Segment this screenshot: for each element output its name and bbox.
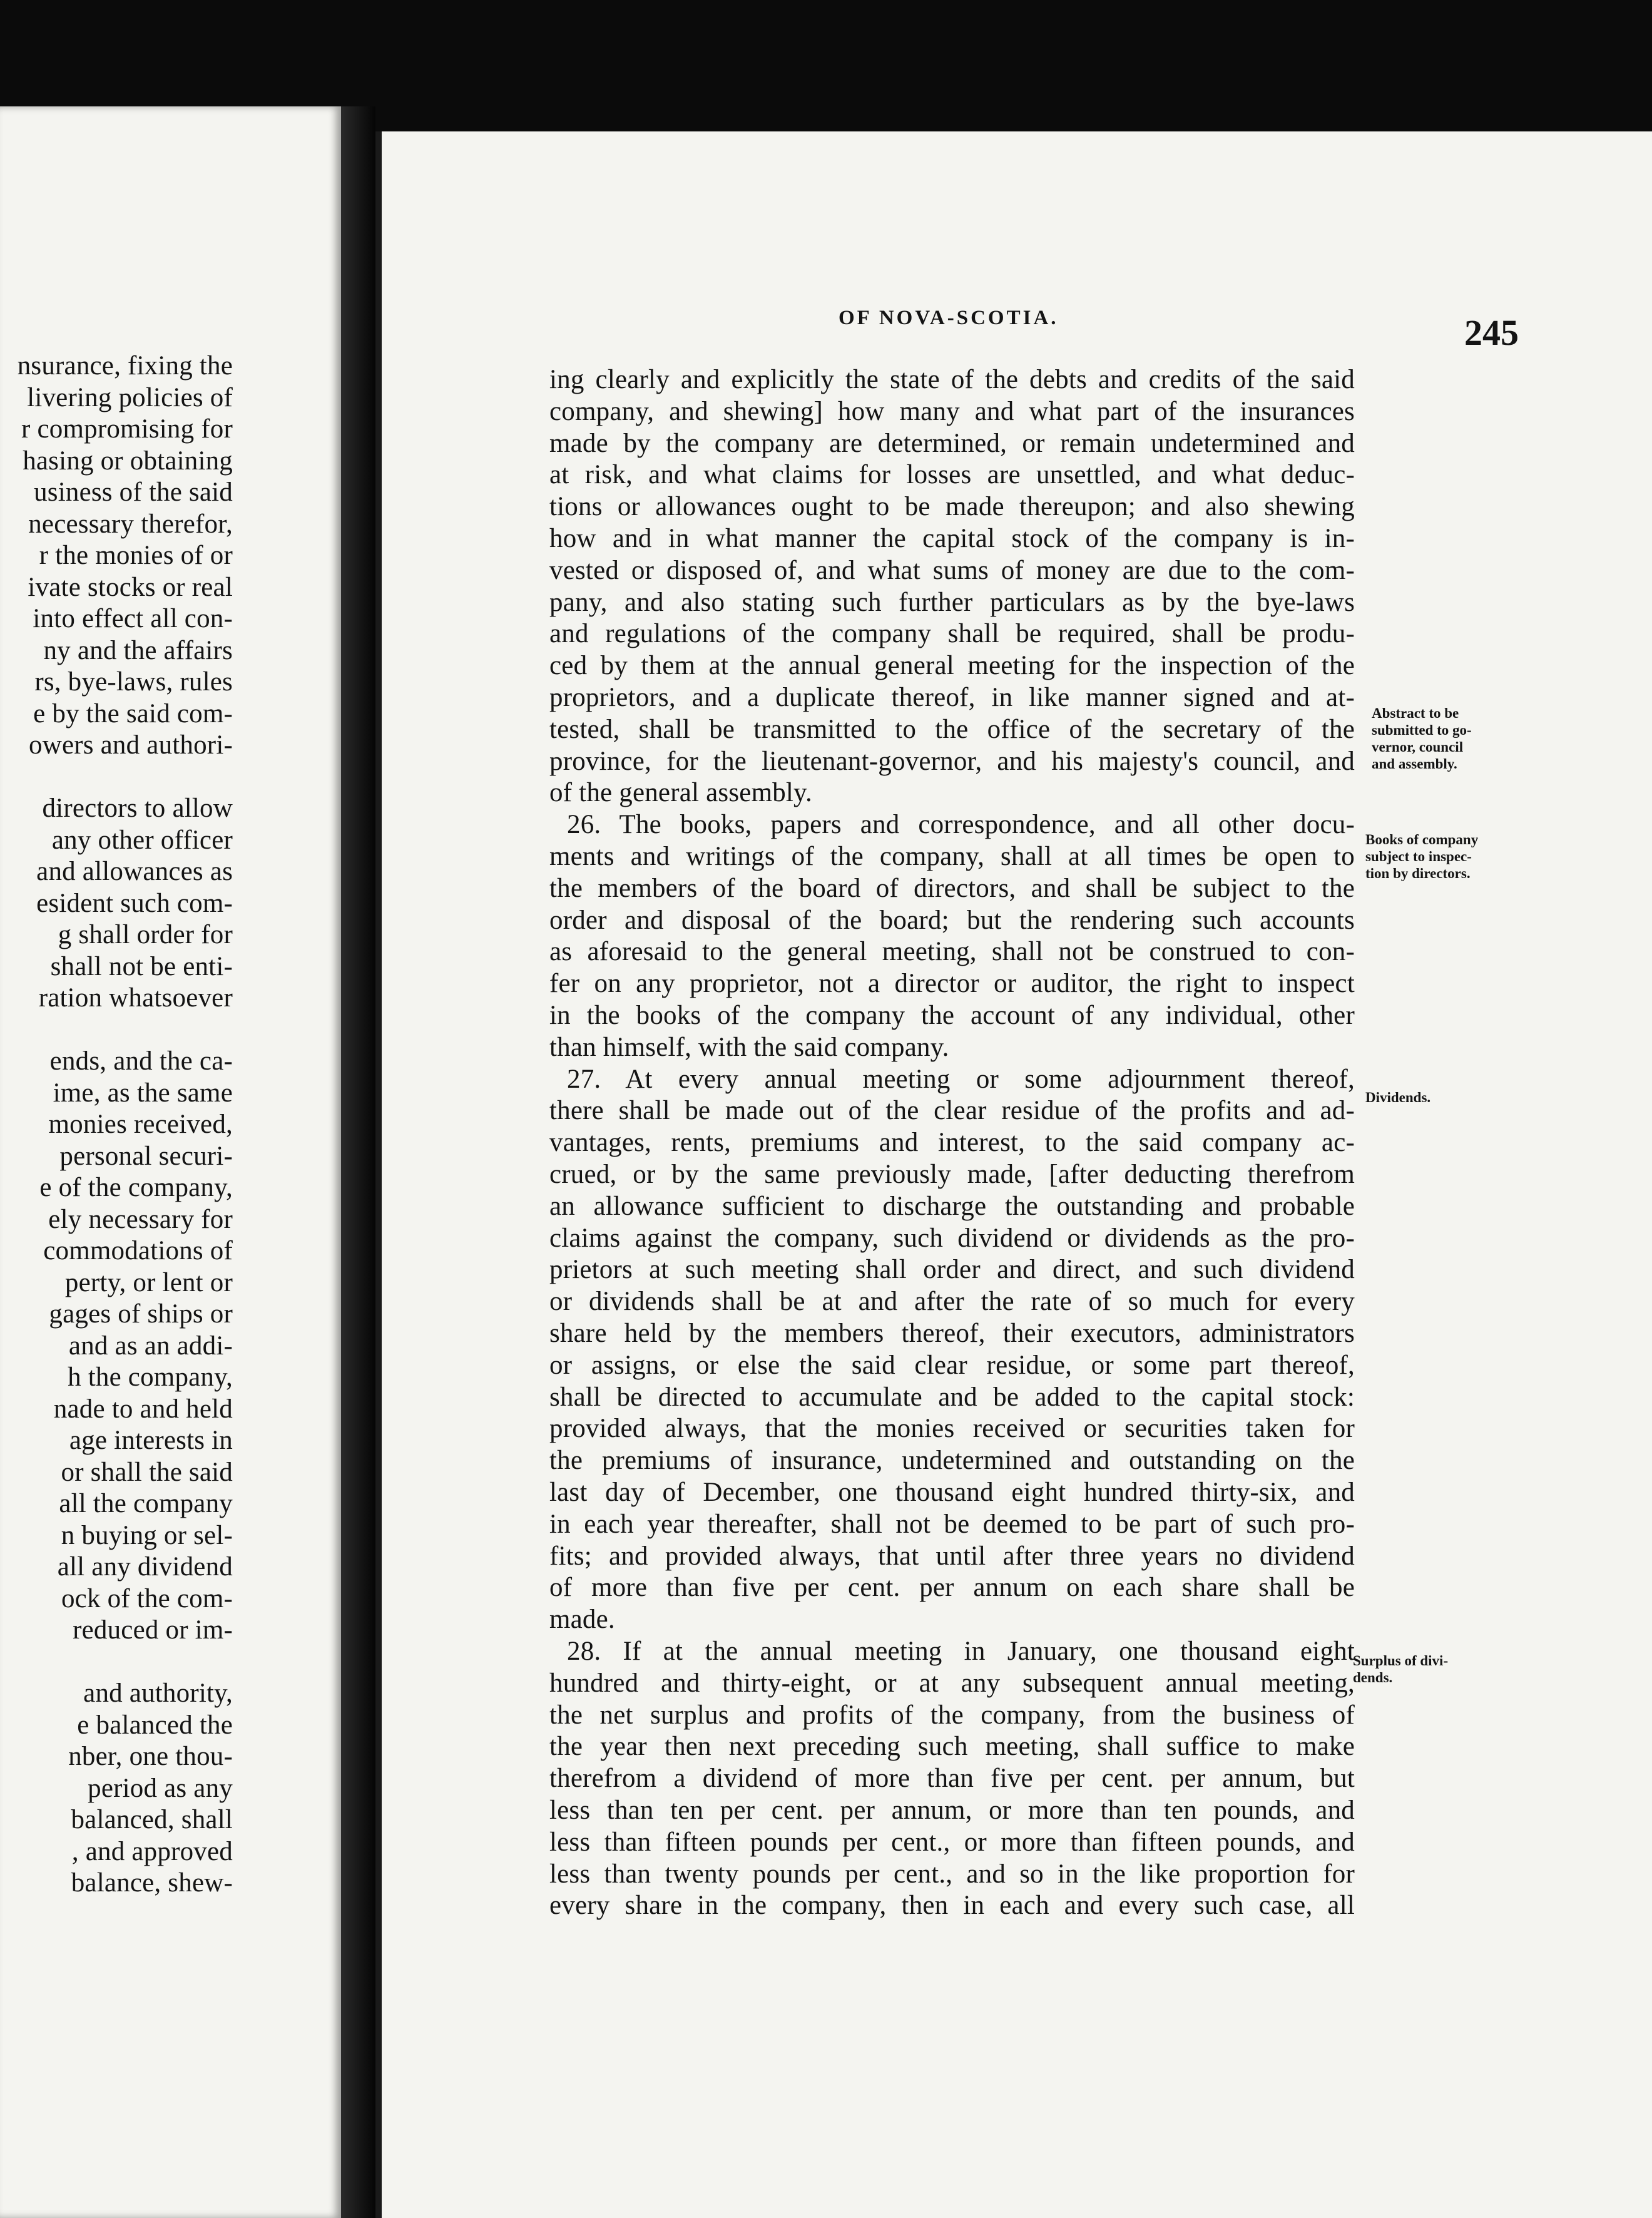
body-line: hundred and thirty-eight, or at any subsequent annual meeting, xyxy=(549,1668,1355,1698)
body-line: or dividends shall be at and after the rate of so much for every xyxy=(549,1287,1355,1317)
left-page-line: e by the said com- xyxy=(33,698,233,728)
left-page-line: ime, as the same xyxy=(53,1078,233,1108)
body-line: the members of the board of directors, and shall be subject to the xyxy=(549,873,1355,903)
left-page-line: any other officer xyxy=(51,825,233,855)
left-page-line: monies received, xyxy=(48,1110,233,1139)
body-line: in the books of the company the account of any individual, other xyxy=(549,1001,1355,1030)
left-page-line: gages of ships or xyxy=(49,1299,233,1329)
left-page-line: reduced or im- xyxy=(73,1615,233,1645)
left-page-line: into effect all con- xyxy=(33,604,233,633)
body-line: therefrom a dividend of more than five per cent. per annum, but xyxy=(549,1764,1355,1794)
margin-note-line: vernor, council xyxy=(1372,739,1464,755)
margin-note-line: dends. xyxy=(1353,1670,1393,1685)
body-line: company, and shewing] how many and what part of the insurances xyxy=(549,396,1355,426)
body-line: and regulations of the company shall be required, shall be produ- xyxy=(549,619,1355,649)
left-page-line: usiness of the said xyxy=(34,478,233,507)
left-page-line: perty, or lent or xyxy=(64,1267,233,1297)
left-page-line: rs, bye-laws, rules xyxy=(34,667,233,697)
body-line: claims against the company, such dividend or dividends as the pro- xyxy=(549,1223,1355,1253)
body-line: every share in the company, then in each and every such case, all xyxy=(549,1891,1355,1921)
body-line: made. xyxy=(549,1605,615,1635)
body-line: provided always, that the monies received or securities taken for xyxy=(549,1414,1355,1444)
body-line: how and in what manner the capital stock of the company is in- xyxy=(549,524,1355,553)
body-line: last day of December, one thousand eight hundred thirty-six, and xyxy=(549,1478,1355,1507)
left-page-line: or shall the said xyxy=(61,1457,233,1487)
margin-note-line: Books of company xyxy=(1365,832,1479,847)
left-page-line: livering policies of xyxy=(27,382,233,412)
body-line: there shall be made out of the clear residue of the profits and ad- xyxy=(549,1096,1355,1126)
left-page-line: ely necessary for xyxy=(48,1204,233,1234)
body-line: vested or disposed of, and what sums of money are due to the com- xyxy=(549,555,1355,585)
margin-note-line: Surplus of divi- xyxy=(1353,1653,1449,1669)
left-page-line: period as any xyxy=(88,1773,233,1803)
left-page-line: e of the company, xyxy=(39,1173,233,1202)
left-page-line: and allowances as xyxy=(36,857,233,886)
left-page-line: nber, one thou- xyxy=(68,1742,233,1771)
body-line: at risk, and what claims for losses are unsettled, and what deduc- xyxy=(549,460,1355,490)
body-line: the premiums of insurance, undetermined and outstanding on the xyxy=(549,1446,1355,1476)
body-line: less than fifteen pounds per cent., or more than fifteen pounds, and xyxy=(549,1827,1355,1857)
body-line: fits; and provided always, that until after three years no dividend xyxy=(549,1541,1355,1571)
left-page-line: balanced, shall xyxy=(71,1805,233,1834)
left-page-line: ivate stocks or real xyxy=(28,572,233,602)
left-page-line: ny and the affairs xyxy=(43,635,233,665)
left-page-line: owers and authori- xyxy=(29,730,233,760)
left-page-line: esident such com- xyxy=(36,888,233,918)
margin-note-line: submitted to go- xyxy=(1372,722,1472,738)
left-page-line: r the monies of or xyxy=(39,541,233,570)
left-page-line: ends, and the ca- xyxy=(49,1046,233,1076)
page-number: 245 xyxy=(1464,312,1519,353)
body-line: pany, and also stating such further particulars as by the bye-laws xyxy=(549,587,1355,617)
body-line: ments and writings of the company, shall at all times be open to xyxy=(549,842,1355,871)
left-page-line: all the company xyxy=(59,1489,233,1518)
left-page-line: all any dividend xyxy=(57,1552,233,1582)
body-line: than himself, with the said company. xyxy=(549,1032,949,1062)
body-line: fer on any proprietor, not a director or auditor, the right to inspect xyxy=(549,969,1355,999)
body-line: ing clearly and explicitly the state of the debts and credits of the said xyxy=(549,365,1355,394)
margin-note-line: tion by directors. xyxy=(1365,866,1471,881)
body-line: made by the company are determined, or remain undetermined and xyxy=(549,428,1355,458)
body-line: share held by the members thereof, their executors, administrators xyxy=(549,1319,1355,1348)
body-line: of more than five per cent. per annum on each share shall be xyxy=(549,1573,1355,1603)
body-line: 26. The books, papers and correspondence, and all other docu- xyxy=(567,810,1355,840)
body-line: vantages, rents, premiums and interest, to the said company ac- xyxy=(549,1128,1355,1158)
margin-note-line: and assembly. xyxy=(1372,756,1457,772)
left-page-line: directors to allow xyxy=(42,794,233,823)
left-page-line: necessary therefor, xyxy=(28,509,233,539)
body-line: prietors at such meeting shall order and direct, and such dividend xyxy=(549,1255,1355,1285)
left-page-line: r compromising for xyxy=(21,414,233,444)
left-page-line: hasing or obtaining xyxy=(23,446,233,476)
body-line: tions or allowances ought to be made thereupon; and also shewing xyxy=(549,492,1355,522)
body-line: 27. At every annual meeting or some adjournment thereof, xyxy=(567,1064,1355,1094)
left-page-line: shall not be enti- xyxy=(50,951,233,981)
margin-note-line: Abstract to be xyxy=(1372,705,1459,721)
body-line: an allowance sufficient to discharge the outstanding and probable xyxy=(549,1191,1355,1221)
body-line: ced by them at the annual general meeting for the inspection of the xyxy=(549,651,1355,681)
running-title: OF NOVA-SCOTIA. xyxy=(839,307,1059,329)
body-line: shall be directed to accumulate and be added to the capital stock: xyxy=(549,1382,1355,1412)
left-page-line: g shall order for xyxy=(58,920,233,949)
body-line: crued, or by the same previously made, [after deducting therefrom xyxy=(549,1160,1355,1189)
margin-note-line: Dividends. xyxy=(1365,1090,1431,1105)
body-line: of the general assembly. xyxy=(549,778,812,808)
left-page-line: ock of the com- xyxy=(61,1583,233,1613)
body-line: in each year thereafter, shall not be deemed to be part of such pro- xyxy=(549,1509,1355,1539)
left-page-line: nade to and held xyxy=(53,1394,233,1424)
body-line: less than twenty pounds per cent., and so in the like proportion for xyxy=(549,1859,1355,1889)
body-line: the net surplus and profits of the company, from the business of xyxy=(549,1700,1355,1730)
body-line: proprietors, and a duplicate thereof, in like manner signed and at- xyxy=(549,683,1355,712)
left-page-line: commodations of xyxy=(43,1236,233,1265)
left-page-line: nsurance, fixing the xyxy=(17,351,233,381)
left-page-line: , and approved xyxy=(71,1836,233,1866)
body-line: province, for the lieutenant-governor, and his majesty's council, and xyxy=(549,746,1355,776)
body-line: the year then next preceding such meeting, shall suffice to make xyxy=(549,1732,1355,1762)
left-page-line: balance, shew- xyxy=(71,1868,233,1898)
left-page-line: and as an addi- xyxy=(68,1331,233,1361)
left-page-line: personal securi- xyxy=(59,1141,233,1171)
body-line: as aforesaid to the general meeting, shall not be construed to con- xyxy=(549,937,1355,967)
left-page-line: n buying or sel- xyxy=(61,1520,233,1550)
left-page-line: age interests in xyxy=(69,1426,233,1455)
body-line: less than ten per cent. per annum, or more than ten pounds, and xyxy=(549,1796,1355,1825)
binding-gutter xyxy=(341,106,375,2218)
body-line: 28. If at the annual meeting in January, one thousand eight xyxy=(567,1637,1355,1666)
body-line: order and disposal of the board; but the rendering such accounts xyxy=(549,905,1355,935)
margin-note-line: subject to inspec- xyxy=(1365,849,1472,864)
body-line: or assigns, or else the said clear residue, or some part thereof, xyxy=(549,1350,1355,1380)
body-line: tested, shall be transmitted to the office of the secretary of the xyxy=(549,714,1355,744)
left-page-line: h the company, xyxy=(68,1362,233,1392)
left-page-line: and authority, xyxy=(83,1679,233,1708)
left-page-line: ration whatsoever xyxy=(38,983,233,1013)
left-page-line: e balanced the xyxy=(77,1710,233,1740)
